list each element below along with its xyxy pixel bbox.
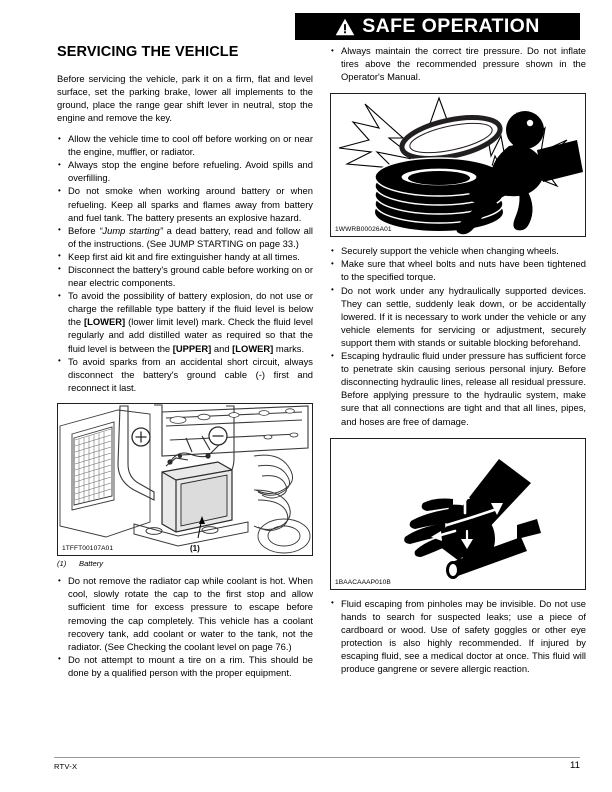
- list-item: • Keep first aid kit and fire extinguisher handy at all times.: [57, 250, 313, 263]
- list-item: • Do not work under any hydraulically supported devices. They can settle, suddenly leak down, or be accidentally lowered. If it is necessary to work under the vehicle or any vehicle elements for servicing or adjustment, securely support them with stands or suitable blocking beforehand.: [330, 284, 586, 349]
- caption-number: (1): [57, 558, 67, 568]
- battery-fluid-part4: marks.: [273, 342, 305, 354]
- list-item: • Fluid escaping from pinholes may be invisible. Do not use hands to search for suspected leaks; use a piece of cardboard or wood. Use of safety goggles or other eye protection is also highly recommended. If injured by escaping fluid, see a medical doctor at once. This fluid will produce gangrene or severe allergic reaction.: [330, 597, 586, 676]
- list-item: • Escaping hydraulic fluid under pressure has sufficient force to penetrate skin causing serious personal injury. Before disconnecting hydraulic lines, release all residual pressure. Before applying pressure to the hydraulic system, make sure that all connections are tight and that all lines, pipes, and hoses are free of damage.: [330, 349, 586, 428]
- figure-callout-1: (1): [190, 543, 200, 553]
- intro-paragraph: Before servicing the vehicle, park it on a firm, flat and level surface, set the parking brake, lower all implements to the ground, place the range gear shift lever in neutral, stop the engine and remove the key.: [57, 72, 313, 123]
- list-item: • Always maintain the correct tire pressure. Do not inflate tires above the recommended pressure shown in the Operator's Manual.: [330, 44, 586, 83]
- list-item: • Allow the vehicle time to cool off before working on or near the engine, muffler, or radiator.: [57, 132, 313, 158]
- caption-text: Battery: [79, 558, 104, 568]
- left-column: [57, 44, 313, 679]
- figure-id-label: 1WWRB00026A01: [335, 226, 392, 234]
- left-bullet-list-top: [57, 132, 313, 394]
- hydraulic-fluid-figure: [330, 438, 586, 590]
- list-item: • Do not remove the radiator cap while coolant is hot. When cool, slowly rotate the cap to the first stop and allow sufficient time for excess pressure to escape before removing the cap completely. This vehicle has a coolant recovery tank, add coolant or water to the tank, not the radiator. (See Checking the coolant level on page 76.): [57, 574, 313, 653]
- figure-id-label: 1TFFT00107A01: [62, 544, 114, 552]
- safe-operation-banner: [295, 13, 580, 40]
- positive-terminal-symbol: [132, 428, 150, 446]
- footer-divider: [54, 757, 580, 758]
- negative-terminal-symbol: [209, 427, 227, 445]
- tire-explosion-figure: [330, 93, 586, 237]
- battery-compartment-illustration: [58, 404, 312, 555]
- exploding-tire-illustration: [331, 94, 585, 236]
- list-item: • Make sure that wheel bolts and nuts have been tightened to the specified torque.: [330, 257, 586, 283]
- list-item: • To avoid sparks from an accidental short circuit, always disconnect the battery's ground cable (-) first and reconnect it last.: [57, 355, 313, 394]
- banner-title: SAFE OPERATION: [362, 14, 540, 37]
- list-item: • Do not attempt to mount a tire on a rim. This should be done by a qualified person with the proper equipment.: [57, 653, 313, 679]
- battery-fluid-part3: and: [211, 342, 233, 354]
- list-item: • Disconnect the battery's ground cable before working on or near electric components.: [57, 263, 313, 289]
- jump-start-post: a dead battery, read and follow all of the instructions. (See JUMP STARTING on page 33.): [68, 224, 313, 249]
- right-bullet-list-middle: [330, 244, 586, 427]
- right-bullet-list-top: [330, 44, 586, 83]
- warning-triangle-icon: [335, 18, 355, 36]
- left-bullet-list-bottom: [57, 574, 313, 679]
- hydraulic-injection-illustration: [331, 439, 585, 589]
- battery-figure-caption: [57, 560, 313, 568]
- battery-figure: [57, 403, 313, 556]
- list-item-jump-starting: [57, 224, 313, 250]
- figure-id-label: 1BAACAAAP010B: [335, 578, 391, 586]
- right-column: [330, 44, 586, 675]
- page-number: 11: [570, 760, 580, 771]
- battery-fluid-part1: To avoid the possibility of battery explosion, do not use or charge the refillable type battery if the fluid level is below the: [68, 290, 313, 328]
- lower-mark-label-2: [LOWER]: [232, 342, 274, 354]
- list-item: • Always stop the engine before refueling. Avoid spills and overfilling.: [57, 158, 313, 184]
- battery-fluid-part2: (lower limit level) mark. Check the fluid level regularly and add distilled water as required so that the fluid level is between the: [68, 316, 314, 354]
- jump-start-italic: “Jump starting”: [99, 224, 163, 236]
- list-item: • Securely support the vehicle when changing wheels.: [330, 244, 586, 257]
- page-title: SERVICING THE VEHICLE: [57, 44, 239, 60]
- footer-model-label: RTV-X: [54, 762, 78, 771]
- list-item-battery-fluid: [57, 289, 313, 354]
- right-bullet-list-bottom: [330, 597, 586, 676]
- lower-mark-label: [LOWER]: [84, 316, 126, 328]
- jump-start-pre: Before: [68, 224, 100, 236]
- upper-mark-label: [UPPER]: [172, 342, 212, 354]
- list-item: • Do not smoke when working around battery or when refueling. Keep all sparks and flames away from battery and fuel tank. The battery presents an explosive hazard.: [57, 184, 313, 223]
